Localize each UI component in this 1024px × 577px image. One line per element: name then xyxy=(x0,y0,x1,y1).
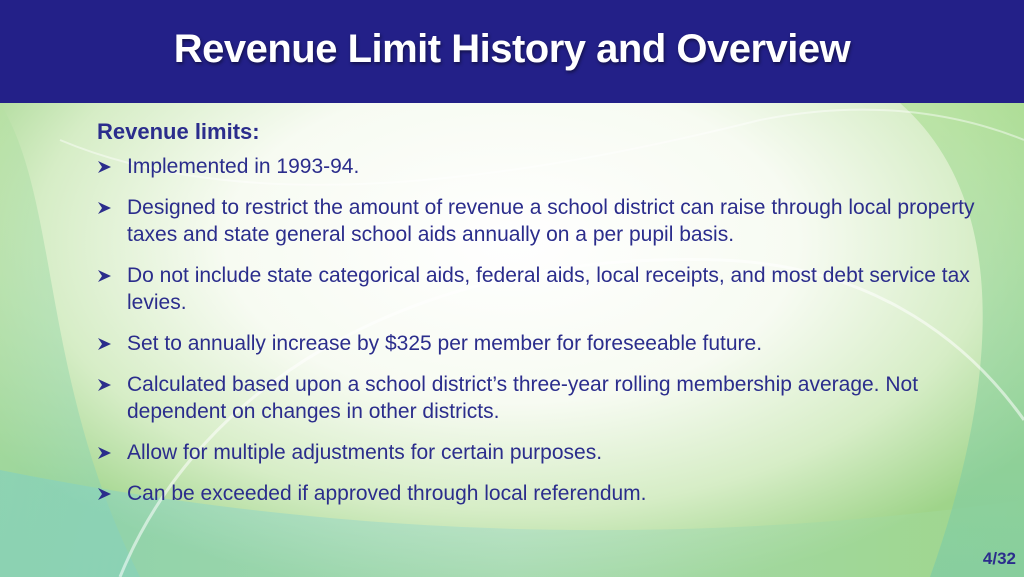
list-item xyxy=(97,262,997,316)
bullet-text: Do not include state categorical aids, federal aids, local receipts, and most debt service tax levies. xyxy=(127,264,970,314)
list-item xyxy=(97,153,997,180)
arrowhead-bullet-icon xyxy=(97,330,127,357)
list-item xyxy=(97,439,997,466)
list-item xyxy=(97,480,997,507)
bullet-text: Calculated based upon a school district’s three-year rolling membership average. Not dependent on changes in other districts. xyxy=(127,373,919,423)
arrowhead-bullet-icon xyxy=(97,439,127,466)
title-bar xyxy=(0,0,1024,103)
slide-content xyxy=(97,117,997,521)
list-item xyxy=(97,371,997,425)
list-item xyxy=(97,330,997,357)
bullet-text: Set to annually increase by $325 per member for foreseeable future. xyxy=(127,332,763,355)
arrowhead-bullet-icon xyxy=(97,262,127,289)
bullet-text: Can be exceeded if approved through local referendum. xyxy=(127,482,647,505)
bullet-text: Allow for multiple adjustments for certain purposes. xyxy=(127,441,603,464)
arrowhead-bullet-icon xyxy=(97,153,127,180)
bullet-list xyxy=(97,153,997,507)
page-number: 4/32 xyxy=(982,549,1016,568)
list-item xyxy=(97,194,997,248)
bullet-text: Implemented in 1993-94. xyxy=(127,155,360,178)
bullet-text: Designed to restrict the amount of revenue a school district can raise through local property taxes and state general school aids annually on a per pupil basis. xyxy=(127,196,975,246)
section-heading: Revenue limits: xyxy=(97,119,260,144)
slide-title: Revenue Limit History and Overview xyxy=(173,27,851,71)
arrowhead-bullet-icon xyxy=(97,480,127,507)
arrowhead-bullet-icon xyxy=(97,194,127,221)
arrowhead-bullet-icon xyxy=(97,371,127,398)
